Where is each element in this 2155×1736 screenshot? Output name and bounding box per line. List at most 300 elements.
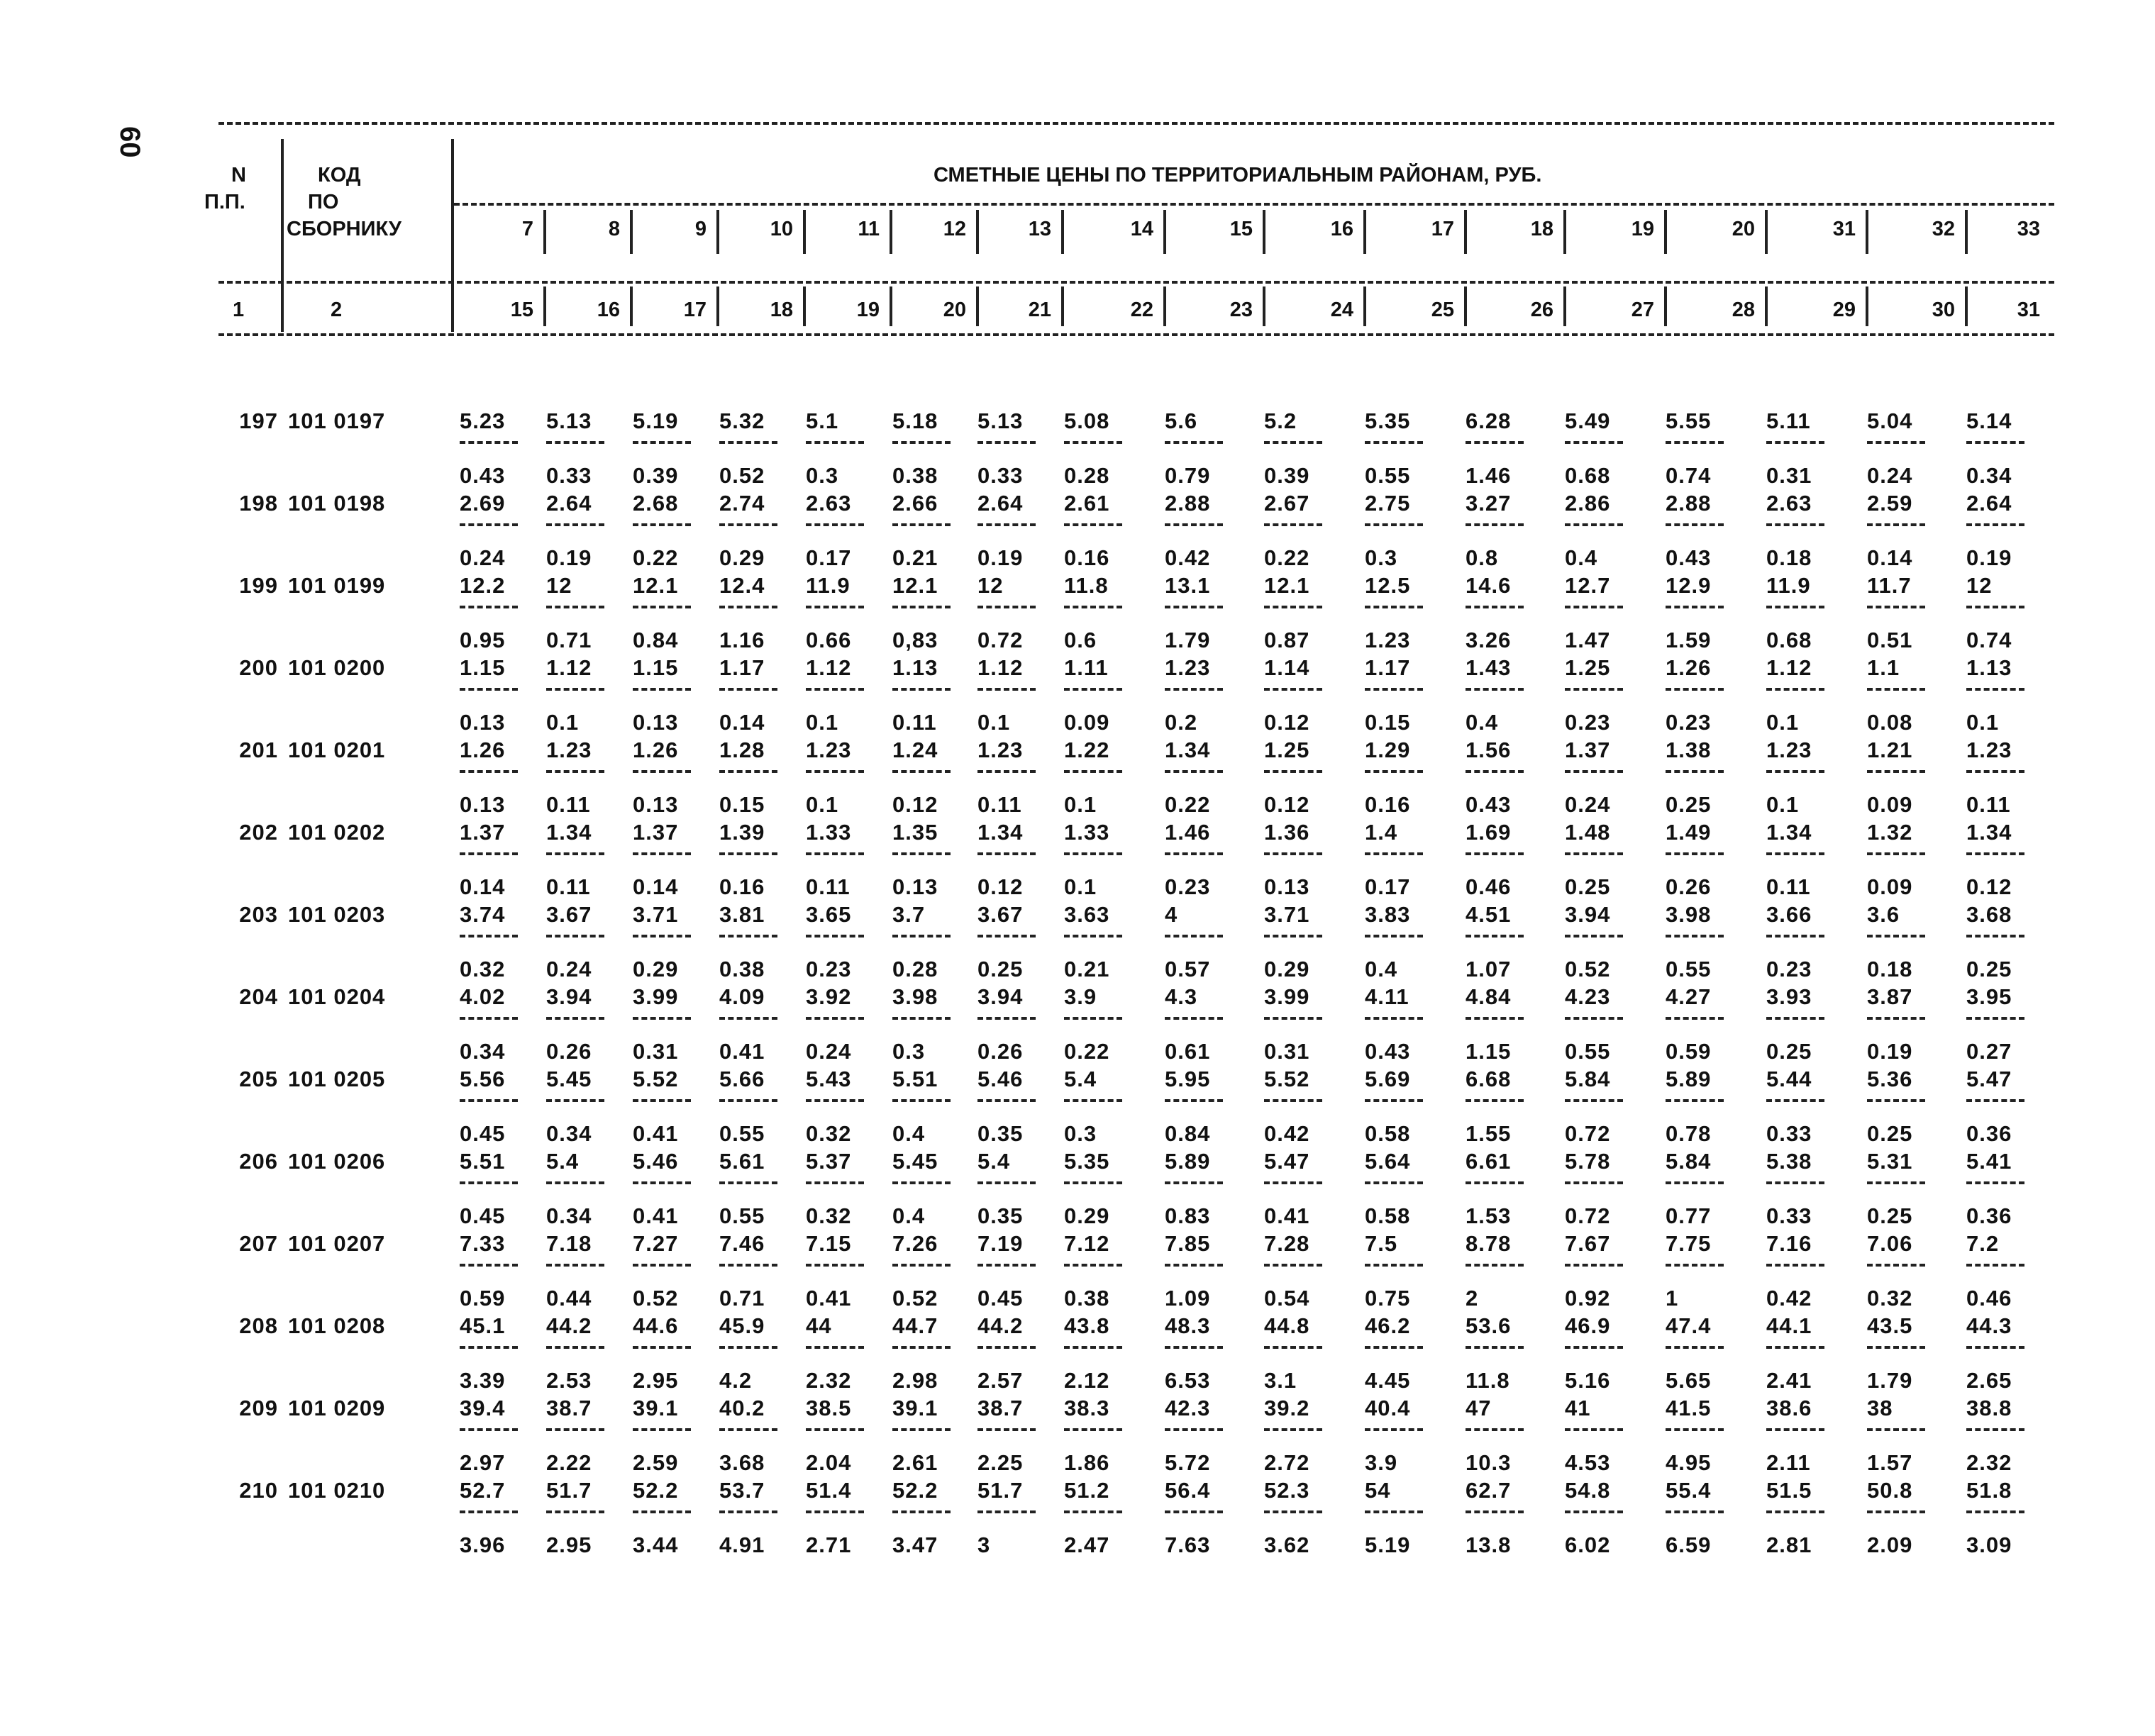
- fraction-line: [633, 935, 691, 937]
- labor-cell: 0.33: [1766, 1203, 1812, 1228]
- price-cell: 1.15: [460, 655, 506, 680]
- fraction-line: [892, 1264, 951, 1267]
- labor-cell: 4.95: [1666, 1450, 1712, 1475]
- fraction-line: [806, 1017, 864, 1020]
- price-cell: 1.23: [1966, 738, 2012, 762]
- fraction-line: [1966, 935, 2024, 937]
- column-number: 29: [1832, 299, 1856, 321]
- labor-cell: 0.25: [977, 957, 1024, 981]
- header-separator: [1363, 286, 1366, 326]
- labor-cell: 0.72: [977, 628, 1024, 652]
- header-rule: [218, 281, 2054, 284]
- labor-cell: 0.42: [1165, 545, 1211, 570]
- fraction-line: [546, 1510, 604, 1513]
- labor-cell: 0.21: [1064, 957, 1110, 981]
- labor-cell: 1.59: [1666, 628, 1712, 652]
- labor-cell: 0.11: [892, 710, 937, 735]
- labor-cell: 4.2: [719, 1368, 753, 1393]
- fraction-line: [1064, 770, 1122, 773]
- price-cell: 3.95: [1966, 984, 2012, 1009]
- price-cell: 2.61: [1064, 491, 1110, 516]
- fraction-line: [1666, 770, 1724, 773]
- labor-cell: 0.25: [1867, 1121, 1913, 1146]
- labor-cell: 2.04: [806, 1450, 852, 1475]
- labor-cell: 0.39: [633, 463, 679, 488]
- labor-cell: 0.54: [1264, 1286, 1310, 1311]
- fraction-line: [892, 688, 951, 691]
- fraction-line: [1966, 606, 2024, 608]
- labor-cell: 0.24: [1867, 463, 1913, 488]
- fraction-line: [719, 1428, 777, 1431]
- price-cell: 1.25: [1565, 655, 1611, 680]
- labor-cell: 0.45: [977, 1286, 1024, 1311]
- price-cell: 5.18: [892, 408, 938, 433]
- row-number: 203: [239, 902, 278, 927]
- fraction-line: [1565, 1264, 1623, 1267]
- price-cell: 41.5: [1666, 1396, 1712, 1420]
- fraction-line: [892, 1510, 951, 1513]
- price-cell: 1.23: [977, 738, 1024, 762]
- labor-cell: 0.3: [892, 1039, 926, 1064]
- price-cell: 1.23: [806, 738, 852, 762]
- labor-cell: 0.19: [1966, 545, 2012, 570]
- column-number: 15: [510, 299, 533, 321]
- price-cell: 44.2: [546, 1313, 592, 1338]
- price-cell: 12.2: [460, 573, 506, 598]
- fraction-line: [1466, 688, 1524, 691]
- labor-cell: 0.66: [806, 628, 852, 652]
- price-cell: 5.52: [633, 1067, 679, 1091]
- fraction-line: [1565, 1181, 1623, 1184]
- price-cell: 11.8: [1064, 573, 1109, 598]
- price-cell: 12.1: [633, 573, 679, 598]
- labor-cell: 0.35: [977, 1121, 1024, 1146]
- price-cell: 1.34: [1966, 820, 2012, 845]
- row-code: 101 0201: [288, 738, 386, 762]
- header-index-code: 2: [331, 299, 343, 321]
- price-cell: 4.11: [1365, 984, 1409, 1009]
- header-separator: [1464, 210, 1467, 254]
- column-number: 25: [1431, 299, 1454, 321]
- fraction-line: [977, 1181, 1036, 1184]
- fraction-line: [460, 770, 518, 773]
- price-cell: 3.99: [1264, 984, 1310, 1009]
- labor-cell: 0.52: [719, 463, 765, 488]
- fraction-line: [1867, 852, 1925, 855]
- price-cell: 12.1: [1264, 573, 1310, 598]
- region-header: 10: [770, 218, 793, 240]
- fraction-line: [546, 1099, 604, 1102]
- column-number: 22: [1130, 299, 1153, 321]
- price-cell: 38.3: [1064, 1396, 1110, 1420]
- labor-cell: 0.51: [1867, 628, 1913, 652]
- labor-cell: 0.29: [1064, 1203, 1110, 1228]
- labor-cell: 2.71: [806, 1532, 852, 1557]
- price-cell: 1.12: [546, 655, 592, 680]
- price-cell: 5.11: [1766, 408, 1811, 433]
- region-header: 7: [521, 218, 533, 240]
- column-number: 18: [770, 299, 793, 321]
- price-cell: 40.2: [719, 1396, 765, 1420]
- labor-cell: 0.23: [1165, 874, 1211, 899]
- header-separator: [716, 286, 719, 326]
- labor-cell: 0.52: [633, 1286, 679, 1311]
- fraction-line: [1565, 606, 1623, 608]
- labor-cell: 2.95: [633, 1368, 679, 1393]
- labor-cell: 0.31: [1766, 463, 1812, 488]
- fraction-line: [1165, 523, 1223, 526]
- price-cell: 1.23: [1766, 738, 1812, 762]
- price-cell: 5.36: [1867, 1067, 1913, 1091]
- labor-cell: 0.24: [806, 1039, 852, 1064]
- fraction-line: [1064, 935, 1122, 937]
- labor-cell: 0.25: [1966, 957, 2012, 981]
- labor-cell: 2.72: [1264, 1450, 1310, 1475]
- labor-cell: 0.22: [633, 545, 679, 570]
- labor-cell: 0.92: [1565, 1286, 1611, 1311]
- price-cell: 5.08: [1064, 408, 1110, 433]
- fraction-line: [460, 606, 518, 608]
- header-rule: [218, 122, 2054, 125]
- price-cell: 3.67: [977, 902, 1024, 927]
- labor-cell: 0.55: [719, 1121, 765, 1146]
- price-cell: 51.2: [1064, 1478, 1110, 1503]
- header-separator: [1664, 286, 1667, 326]
- labor-cell: 0.78: [1666, 1121, 1712, 1146]
- fraction-line: [892, 1017, 951, 1020]
- price-cell: 39.1: [633, 1396, 679, 1420]
- price-cell: 1.43: [1466, 655, 1512, 680]
- price-cell: 12.9: [1666, 573, 1712, 598]
- price-cell: 1.15: [633, 655, 679, 680]
- row-code: 101 0210: [288, 1478, 386, 1503]
- labor-cell: 0.09: [1867, 792, 1913, 817]
- labor-cell: 0.77: [1666, 1203, 1712, 1228]
- labor-cell: 0.17: [1365, 874, 1411, 899]
- fraction-line: [806, 1264, 864, 1267]
- labor-cell: 0.29: [719, 545, 765, 570]
- fraction-line: [546, 441, 604, 444]
- fraction-line: [1766, 1181, 1824, 1184]
- fraction-line: [806, 1181, 864, 1184]
- labor-cell: 0.36: [1966, 1203, 2012, 1228]
- labor-cell: 0.58: [1365, 1203, 1411, 1228]
- labor-cell: 0.61: [1165, 1039, 1211, 1064]
- labor-cell: 0.13: [460, 792, 506, 817]
- column-number: 31: [2017, 299, 2040, 321]
- price-cell: 2.59: [1867, 491, 1913, 516]
- labor-cell: 0.42: [1766, 1286, 1812, 1311]
- fraction-line: [1264, 1346, 1322, 1349]
- price-cell: 1.46: [1165, 820, 1211, 845]
- labor-cell: 0.11: [977, 792, 1022, 817]
- fraction-line: [546, 688, 604, 691]
- fraction-line: [1966, 688, 2024, 691]
- row-code: 101 0208: [288, 1313, 386, 1338]
- labor-cell: 0.32: [1867, 1286, 1913, 1311]
- price-cell: 7.5: [1365, 1231, 1398, 1256]
- labor-cell: 0.24: [546, 957, 592, 981]
- fraction-line: [1565, 441, 1623, 444]
- labor-cell: 7.63: [1165, 1532, 1211, 1557]
- price-cell: 2.75: [1365, 491, 1411, 516]
- price-cell: 3.98: [1666, 902, 1712, 927]
- header-separator: [1563, 210, 1566, 254]
- fraction-line: [1966, 1510, 2024, 1513]
- labor-cell: 0.23: [1666, 710, 1712, 735]
- fraction-line: [1867, 1017, 1925, 1020]
- labor-cell: 0.34: [1966, 463, 2012, 488]
- row-code: 101 0204: [288, 984, 386, 1009]
- region-header: 11: [858, 218, 880, 240]
- fraction-line: [1565, 852, 1623, 855]
- price-cell: 5.89: [1165, 1149, 1211, 1174]
- fraction-line: [1264, 606, 1322, 608]
- labor-cell: 11.8: [1466, 1368, 1510, 1393]
- price-cell: 41: [1565, 1396, 1591, 1420]
- price-cell: 1.4: [1365, 820, 1398, 845]
- labor-cell: 0.74: [1966, 628, 2012, 652]
- price-cell: 51.8: [1966, 1478, 2012, 1503]
- fraction-line: [1666, 523, 1724, 526]
- labor-cell: 0.11: [1766, 874, 1811, 899]
- fraction-line: [1064, 1017, 1122, 1020]
- fraction-line: [1666, 1346, 1724, 1349]
- fraction-line: [460, 688, 518, 691]
- fraction-line: [1867, 770, 1925, 773]
- labor-cell: 0.12: [977, 874, 1024, 899]
- price-cell: 1.12: [806, 655, 852, 680]
- fraction-line: [1466, 1264, 1524, 1267]
- fraction-line: [460, 1099, 518, 1102]
- fraction-line: [806, 1510, 864, 1513]
- price-cell: 3.9: [1064, 984, 1097, 1009]
- price-cell: 7.16: [1766, 1231, 1812, 1256]
- price-cell: 1.14: [1264, 655, 1310, 680]
- labor-cell: 0.79: [1165, 463, 1211, 488]
- price-cell: 1.13: [1966, 655, 2012, 680]
- price-cell: 5.49: [1565, 408, 1611, 433]
- fraction-line: [1766, 852, 1824, 855]
- labor-cell: 0.15: [1365, 710, 1411, 735]
- fraction-line: [460, 1510, 518, 1513]
- fraction-line: [1565, 688, 1623, 691]
- price-cell: 3.7: [892, 902, 926, 927]
- labor-cell: 3.96: [460, 1532, 506, 1557]
- labor-cell: 0.13: [633, 792, 679, 817]
- fraction-line: [546, 523, 604, 526]
- fraction-line: [633, 606, 691, 608]
- labor-cell: 0.71: [719, 1286, 765, 1311]
- fraction-line: [1766, 523, 1824, 526]
- fraction-line: [1565, 1510, 1623, 1513]
- price-cell: 12: [546, 573, 572, 598]
- labor-cell: 0.11: [1966, 792, 2011, 817]
- row-code: 101 0205: [288, 1067, 386, 1091]
- region-header: 18: [1530, 218, 1553, 240]
- price-cell: 2.74: [719, 491, 765, 516]
- labor-cell: 0.15: [719, 792, 765, 817]
- labor-cell: 0.13: [633, 710, 679, 735]
- header-separator: [1163, 210, 1166, 254]
- price-cell: 12.7: [1565, 573, 1611, 598]
- price-cell: 56.4: [1165, 1478, 1211, 1503]
- price-cell: 1.35: [892, 820, 938, 845]
- labor-cell: 3.26: [1466, 628, 1512, 652]
- labor-cell: 0.84: [1165, 1121, 1211, 1146]
- price-cell: 2.64: [546, 491, 592, 516]
- fraction-line: [806, 770, 864, 773]
- labor-cell: 0.83: [1165, 1203, 1211, 1228]
- price-cell: 5.78: [1565, 1149, 1611, 1174]
- fraction-line: [633, 852, 691, 855]
- header-separator: [1061, 286, 1064, 326]
- price-cell: 11.9: [1766, 573, 1811, 598]
- labor-cell: 2.09: [1867, 1532, 1913, 1557]
- labor-cell: 0.75: [1365, 1286, 1411, 1311]
- price-cell: 46.9: [1565, 1313, 1611, 1338]
- price-cell: 5.51: [460, 1149, 506, 1174]
- price-cell: 4: [1165, 902, 1178, 927]
- price-cell: 44.7: [892, 1313, 938, 1338]
- labor-cell: 3.9: [1365, 1450, 1398, 1475]
- price-cell: 5.46: [977, 1067, 1024, 1091]
- column-number: 20: [943, 299, 966, 321]
- fraction-line: [460, 1346, 518, 1349]
- header-separator: [1965, 210, 1968, 254]
- price-cell: 42.3: [1165, 1396, 1211, 1420]
- region-header: 19: [1631, 218, 1654, 240]
- fraction-line: [633, 441, 691, 444]
- price-cell: 5.45: [546, 1067, 592, 1091]
- fraction-line: [1867, 1264, 1925, 1267]
- price-cell: 3.27: [1466, 491, 1512, 516]
- fraction-line: [1666, 1428, 1724, 1431]
- header-n-label: N: [231, 164, 246, 187]
- price-cell: 1.32: [1867, 820, 1913, 845]
- row-code: 101 0207: [288, 1231, 386, 1256]
- labor-cell: 0.22: [1165, 792, 1211, 817]
- labor-cell: 0.26: [977, 1039, 1024, 1064]
- fraction-line: [892, 935, 951, 937]
- header-separator: [281, 139, 284, 332]
- price-cell: 12: [1966, 573, 1993, 598]
- fraction-line: [1264, 1181, 1322, 1184]
- labor-cell: 0.74: [1666, 463, 1712, 488]
- header-code-sbornik-label: СБОРНИКУ: [287, 218, 401, 240]
- labor-cell: 4.45: [1365, 1368, 1411, 1393]
- fraction-line: [1165, 606, 1223, 608]
- price-cell: 4.84: [1466, 984, 1512, 1009]
- price-cell: 1.39: [719, 820, 765, 845]
- region-header: 12: [943, 218, 966, 240]
- fraction-line: [1867, 441, 1925, 444]
- price-cell: 14.6: [1466, 573, 1512, 598]
- labor-cell: 1.46: [1466, 463, 1512, 488]
- fraction-line: [546, 606, 604, 608]
- labor-cell: 3.62: [1264, 1532, 1310, 1557]
- price-cell: 7.06: [1867, 1231, 1913, 1256]
- column-number: 21: [1028, 299, 1051, 321]
- price-cell: 1.21: [1867, 738, 1913, 762]
- labor-cell: 0.52: [1565, 957, 1611, 981]
- fraction-line: [1666, 935, 1724, 937]
- price-cell: 51.7: [546, 1478, 592, 1503]
- price-cell: 1.1: [1867, 655, 1900, 680]
- labor-cell: 0.1: [1064, 874, 1097, 899]
- price-cell: 1.37: [1565, 738, 1611, 762]
- price-cell: 5.6: [1165, 408, 1198, 433]
- price-cell: 5.52: [1264, 1067, 1310, 1091]
- price-cell: 5.61: [719, 1149, 765, 1174]
- labor-cell: 2.32: [806, 1368, 852, 1393]
- price-cell: 38.7: [546, 1396, 592, 1420]
- price-cell: 11.9: [806, 573, 851, 598]
- price-cell: 12.5: [1365, 573, 1411, 598]
- price-cell: 12.1: [892, 573, 938, 598]
- fraction-line: [806, 441, 864, 444]
- fraction-line: [546, 1428, 604, 1431]
- labor-cell: 0.23: [1766, 957, 1812, 981]
- fraction-line: [633, 1346, 691, 1349]
- fraction-line: [633, 1510, 691, 1513]
- labor-cell: 0.18: [1766, 545, 1812, 570]
- labor-cell: 0.25: [1666, 792, 1712, 817]
- price-cell: 5.4: [977, 1149, 1011, 1174]
- header-code-po-label: ПО: [308, 191, 339, 213]
- price-cell: 1.25: [1264, 738, 1310, 762]
- header-code-label: КОД: [318, 164, 361, 187]
- labor-cell: 0.12: [1966, 874, 2012, 899]
- price-cell: 3.68: [1966, 902, 2012, 927]
- price-cell: 1.26: [460, 738, 506, 762]
- header-separator: [803, 210, 806, 254]
- fraction-line: [1365, 1264, 1423, 1267]
- price-cell: 52.3: [1264, 1478, 1310, 1503]
- price-cell: 44: [806, 1313, 832, 1338]
- fraction-line: [460, 1181, 518, 1184]
- fraction-line: [546, 1181, 604, 1184]
- labor-cell: 0.4: [892, 1203, 926, 1228]
- header-pp-label: П.П.: [204, 191, 245, 213]
- labor-cell: 1.09: [1165, 1286, 1211, 1311]
- price-cell: 3.71: [1264, 902, 1310, 927]
- row-code: 101 0199: [288, 573, 386, 598]
- fraction-line: [1666, 606, 1724, 608]
- labor-cell: 0.55: [719, 1203, 765, 1228]
- price-cell: 3.94: [546, 984, 592, 1009]
- labor-cell: 3.47: [892, 1532, 938, 1557]
- fraction-line: [1264, 523, 1322, 526]
- region-header: 20: [1732, 218, 1755, 240]
- labor-cell: 10.3: [1466, 1450, 1512, 1475]
- fraction-line: [1064, 852, 1122, 855]
- fraction-line: [1264, 1264, 1322, 1267]
- fraction-line: [1264, 770, 1322, 773]
- fraction-line: [977, 523, 1036, 526]
- price-cell: 5.4: [1064, 1067, 1097, 1091]
- column-number: 26: [1530, 299, 1553, 321]
- row-number: 199: [239, 573, 278, 598]
- labor-cell: 0.1: [546, 710, 580, 735]
- labor-cell: 0.46: [1966, 1286, 2012, 1311]
- labor-cell: 0.55: [1565, 1039, 1611, 1064]
- price-cell: 48.3: [1165, 1313, 1211, 1338]
- header-separator: [630, 210, 633, 254]
- fraction-line: [1165, 441, 1223, 444]
- labor-cell: 0.3: [1365, 545, 1398, 570]
- fraction-line: [977, 770, 1036, 773]
